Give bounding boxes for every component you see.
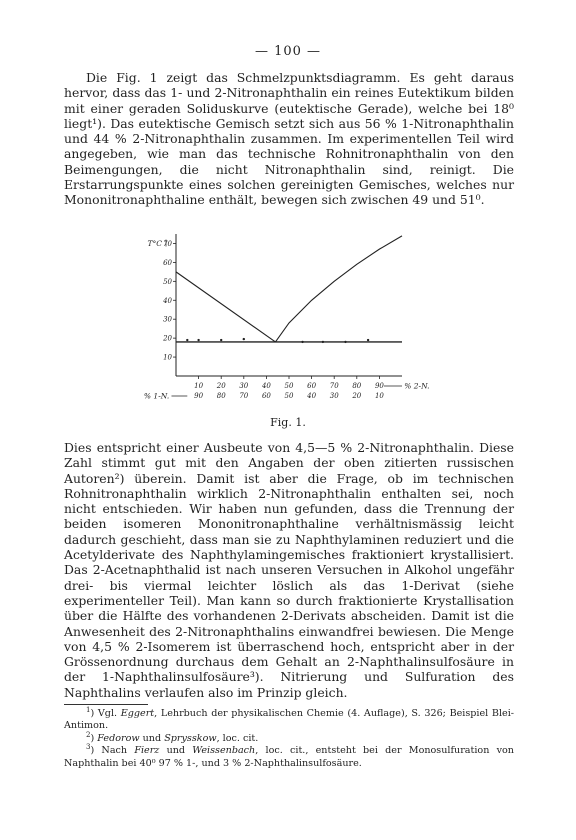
x-tick-label-bottom: 80: [216, 392, 226, 400]
x-tick-label-bottom: 30: [329, 392, 339, 400]
x-tick-label-bottom: 50: [284, 392, 294, 400]
footnote-3-author-2: Weissenbach: [192, 745, 256, 757]
data-point: [344, 341, 346, 343]
footnote-2-pre: ): [90, 732, 98, 744]
y-tick-label: 10: [163, 353, 172, 362]
footnote-2-author-2: Sprysskow: [164, 732, 217, 744]
footnote-2-and: und: [139, 732, 165, 744]
paragraph-1-text: Die Fig. 1 zeigt das Schmelzpunktsdiagramm. Es geht daraus hervor, dass das 1- und 2-Nitronaphthalin ein reines Eutektikum bilden mit einer geraden Soliduskurve (eutektische Gerade), welche bei 18⁰ liegt¹). Das eutektische Gemisch setzt sich aus 56 % 1-Nitronaphthalin und 44 % 2-Nitronaphthalin zusammen. Im experimentellen Teil wird angegeben, wie man das technische Rohnitronaphthalin von den Beimengungen, die nicht Nitronaphthalin sind, reinigt. Die Erstarrungspunkte eines solchen gereinigten Gemisches, welches nur Mononitronaphthaline enthält, bewegen sich zwischen 49 und 51⁰.: [64, 70, 514, 208]
x-tick-label-bottom: 60: [261, 392, 271, 400]
footnote-3-and: und: [159, 745, 193, 757]
data-point: [186, 339, 188, 341]
x-axis-label-right: % 2-N.: [404, 381, 430, 391]
data-point: [301, 341, 303, 343]
y-tick-label: 20: [163, 334, 172, 343]
footnote-2-rest: , loc. cit.: [216, 732, 259, 744]
data-point: [243, 338, 245, 340]
footnote-3-rest: , loc. cit., entsteht bei der Monosulfuration von Naphthalin bei 40⁰ 97 % 1-, und 3 % 2-Naphthalinsulfosäure.: [64, 745, 514, 769]
y-tick-label: 50: [163, 277, 172, 286]
x-tick-label-bottom: 70: [239, 392, 249, 400]
x-tick-label-top: 50: [284, 382, 294, 390]
chart-svg: [138, 226, 468, 426]
series-line-2: [275, 236, 402, 342]
footnote-1-rest: , Lehrbuch der physikalischen Chemie (4. Auflage), S. 326; Beispiel Blei-Antimon.: [64, 708, 515, 732]
footnote-3-mark: 3: [86, 743, 91, 752]
melting-point-diagram: [138, 226, 468, 426]
y-axis-label: T°C: [147, 238, 162, 248]
y-tick-label: 70: [163, 239, 172, 248]
data-point: [367, 339, 369, 341]
x-tick-label-top: 90: [374, 382, 384, 390]
y-tick-label: 60: [163, 258, 172, 267]
page-number: — 100 —: [254, 44, 322, 59]
x-tick-label-top: 60: [307, 382, 317, 390]
series-line-1: [176, 272, 275, 342]
figure-caption: Fig. 1.: [270, 416, 306, 429]
x-tick-label-bottom: 20: [352, 392, 362, 400]
x-axis-label-left: % 1-N.: [143, 391, 170, 401]
footnote-rule: [64, 704, 148, 705]
x-tick-label-top: 10: [194, 382, 204, 390]
footnote-2-author-1: Fedorow: [97, 732, 140, 744]
footnote-3: [64, 745, 514, 770]
footnote-1-pre: ) Vgl.: [90, 708, 121, 719]
footnote-3-pre: ) Nach: [90, 745, 135, 757]
x-tick-label-top: 40: [261, 382, 271, 390]
data-point: [197, 339, 199, 341]
data-point: [322, 341, 324, 343]
x-tick-label-top: 30: [239, 382, 249, 390]
footnotes: [64, 708, 514, 770]
footnote-2-mark: 2: [86, 730, 91, 739]
paragraph-2-text: Dies entspricht einer Ausbeute von 4,5—5 % 2-Nitronaphthalin. Diese Zahl stimmt gut mit den Angaben der oben zitierten russischen Autoren²) überein. Damit ist aber die Frage, ob im technischen Rohnitronaphthalin wirklich 2-Nitronaphthalin enthalten sei, noch nicht entschieden. Wir haben nun gefunden, dass die Trennung der beiden isomeren Mononitronaphthaline verhältnismässig leicht dadurch geschieht, dass man sie zu Naphthylaminen reduziert und die Acetylderivate des Naphthylamingemisches fraktioniert krystallisiert. Das 2-Acetnaphthalid ist nach unseren Versuchen in Alkohol ungefähr drei- bis viermal leichter löslich als das 1-Derivat (siehe experimenteller Teil). Man kann so durch fraktionierte Krystallisation über die Hälfte des vorhandenen 2-Derivats abscheiden. Damit ist die Anwesenheit des 2-Nitronaphthalins einwandfrei bewiesen. Die Menge von 4,5 % 2-Isomerem ist überraschend hoch, entspricht aber in der Grössenordnung durchaus dem Gehalt an 2-Naphthalinsulfosäure in der 1-Naphthalinsulfosäure³). Nitrierung und Sulfuration des Naphthalins verlaufen also im Prinzip gleich.: [64, 440, 514, 700]
data-point: [220, 339, 222, 341]
x-tick-label-bottom: 40: [307, 392, 317, 400]
footnote-1-author: Eggert: [120, 708, 155, 719]
x-tick-label-bottom: 10: [374, 392, 384, 400]
footnote-1: [64, 708, 514, 733]
x-tick-label-top: 80: [352, 382, 362, 390]
footnote-3-author-1: Fierz: [134, 745, 160, 757]
y-tick-label: 40: [163, 296, 172, 305]
x-tick-label-top: 70: [329, 382, 339, 390]
footnote-1-mark: 1: [86, 706, 91, 714]
paragraph-1: [64, 70, 514, 208]
x-tick-label-top: 20: [216, 382, 226, 390]
paragraph-2: [64, 440, 514, 700]
footnote-2: [64, 730, 514, 745]
x-tick-label-bottom: 90: [194, 392, 204, 400]
y-tick-label: 30: [163, 315, 172, 324]
